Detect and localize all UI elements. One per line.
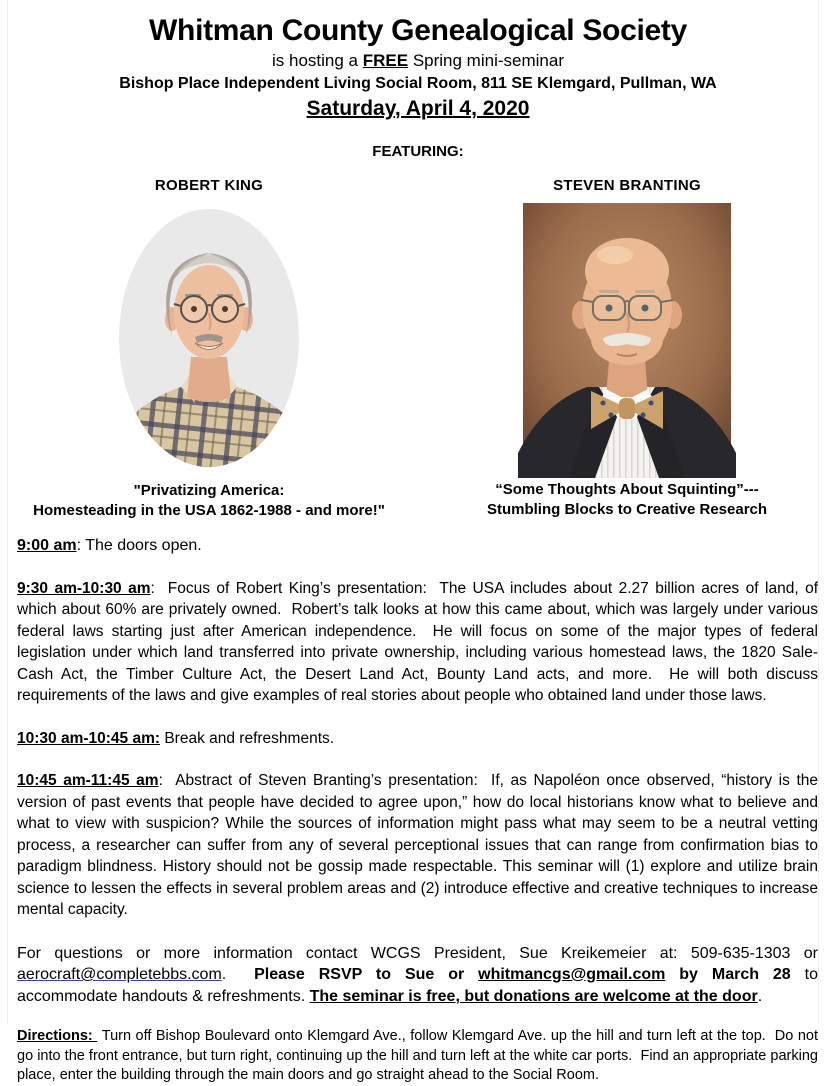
schedule-text-1030: Break and refreshments. xyxy=(160,729,335,747)
speaker-name-steven-branting: STEVEN BRANTING xyxy=(553,177,701,194)
schedule-section xyxy=(17,535,818,1086)
directions-paragraph xyxy=(17,1027,818,1086)
email-link-aerocraft[interactable]: aerocraft@completebbs.com xyxy=(17,966,222,983)
scan-artifact-left xyxy=(7,0,8,1024)
talk-title-line1: "Privatizing America: xyxy=(133,482,285,499)
robert-king-photo xyxy=(119,209,299,467)
event-date: Saturday, April 4, 2020 xyxy=(306,97,530,120)
robert-king-talk-title xyxy=(33,481,385,521)
free-emphasis: FREE xyxy=(362,51,409,70)
directions-text: Turn off Bishop Boulevard onto Klemgard Ave., follow Klemgard Ave. up the hill and turn left at the top. Do not go into the front entrance, but turn right, continuing up the hill and turn left at the white car ports. Find an appropriate parking place, enter the building through the main doors and go straight ahead to the Social Room. xyxy=(17,1028,819,1083)
speaker-name-robert-king: ROBERT KING xyxy=(154,177,264,194)
contact-text-2: . xyxy=(221,966,255,983)
rsvp-text: Please RSVP to Sue or xyxy=(254,966,479,983)
steven-branting-photo xyxy=(523,203,731,478)
contact-paragraph xyxy=(17,943,818,1008)
schedule-item-0900 xyxy=(17,535,818,557)
schedule-text-1045: : Abstract of Steven Branting’s presentation: If, as Napoléon once observed, “history is the version of past events that people have decided to agree upon,” how do local historians know what to believe and what to view with suspicion? While the sources of information might pass what may seem to be a neutral vetting process, a researcher can suffer from any of several perceptional issues that can range from confirmation bias to paradigm blindness. History should not be gossip made respectable. This seminar will (1) explore and utilize brain science to lessen the effects in several problem areas and (2) introduce effective and creative techniques to increase mental capacity. xyxy=(17,772,818,918)
speakers-section xyxy=(0,177,836,521)
featuring-label: FEATURING: xyxy=(372,143,464,160)
time-label-0900: 9:00 am xyxy=(17,537,77,554)
free-donations-note: The seminar is free, but donations are welcome at the door xyxy=(309,987,758,1005)
schedule-item-0930 xyxy=(17,578,818,707)
speaker-robert-king xyxy=(0,177,418,521)
steven-branting-talk-title xyxy=(487,480,767,520)
scan-artifact-right xyxy=(818,0,819,1024)
talk-title-line2: Homesteading in the USA 1862-1988 - and more!" xyxy=(33,502,385,519)
subtitle xyxy=(0,51,836,71)
schedule-item-1045 xyxy=(17,770,818,921)
subtitle-pre: is hosting a xyxy=(272,51,363,70)
contact-text-4: . xyxy=(757,987,763,1005)
venue-address: Bishop Place Independent Living Social Room, 811 SE Klemgard, Pullman, WA xyxy=(119,75,717,92)
directions-label: Directions: xyxy=(17,1028,98,1044)
time-label-1030: 10:30 am-10:45 am: xyxy=(17,729,161,747)
time-label-0930: 9:30 am-10:30 am xyxy=(17,579,151,597)
schedule-text-0930: : Focus of Robert King’s presentation: The USA includes about 2.27 billion acres of land, of which about 60% are privately owned. Robert’s talk looks at how this came about, which was largely under various federal laws starting just after American independence. He will focus on some of the major types of federal legislation under which land transferred into private ownership, including various homestead laws, the 1820 Sale-Cash Act, the Timber Culture Act, the Desert Land Act, Bounty Land acts, and more. He will both discuss requirements of the laws and give examples of real stories about people who obtained land under those laws. xyxy=(17,579,819,704)
schedule-text-0900: : The doors open. xyxy=(76,537,202,554)
contact-text-1: For questions or more information contact WCGS President, Sue Kreikemeier at: 509-635-1303 or xyxy=(17,944,818,962)
rsvp-deadline: by March 28 xyxy=(665,966,791,983)
schedule-item-1030 xyxy=(17,728,818,750)
page-title: Whitman County Genealogical Society xyxy=(149,14,687,47)
time-label-1045: 10:45 am-11:45 am xyxy=(17,772,159,789)
talk-title-line1: “Some Thoughts About Squinting”--- xyxy=(495,481,759,498)
email-whitmancgs: whitmancgs@gmail.com xyxy=(478,966,666,983)
speaker-steven-branting xyxy=(418,177,836,521)
talk-title-line2: Stumbling Blocks to Creative Research xyxy=(486,501,768,518)
contact-text-3: to accommodate handouts & refreshments. xyxy=(17,966,818,1005)
subtitle-post: Spring mini-seminar xyxy=(408,51,564,70)
